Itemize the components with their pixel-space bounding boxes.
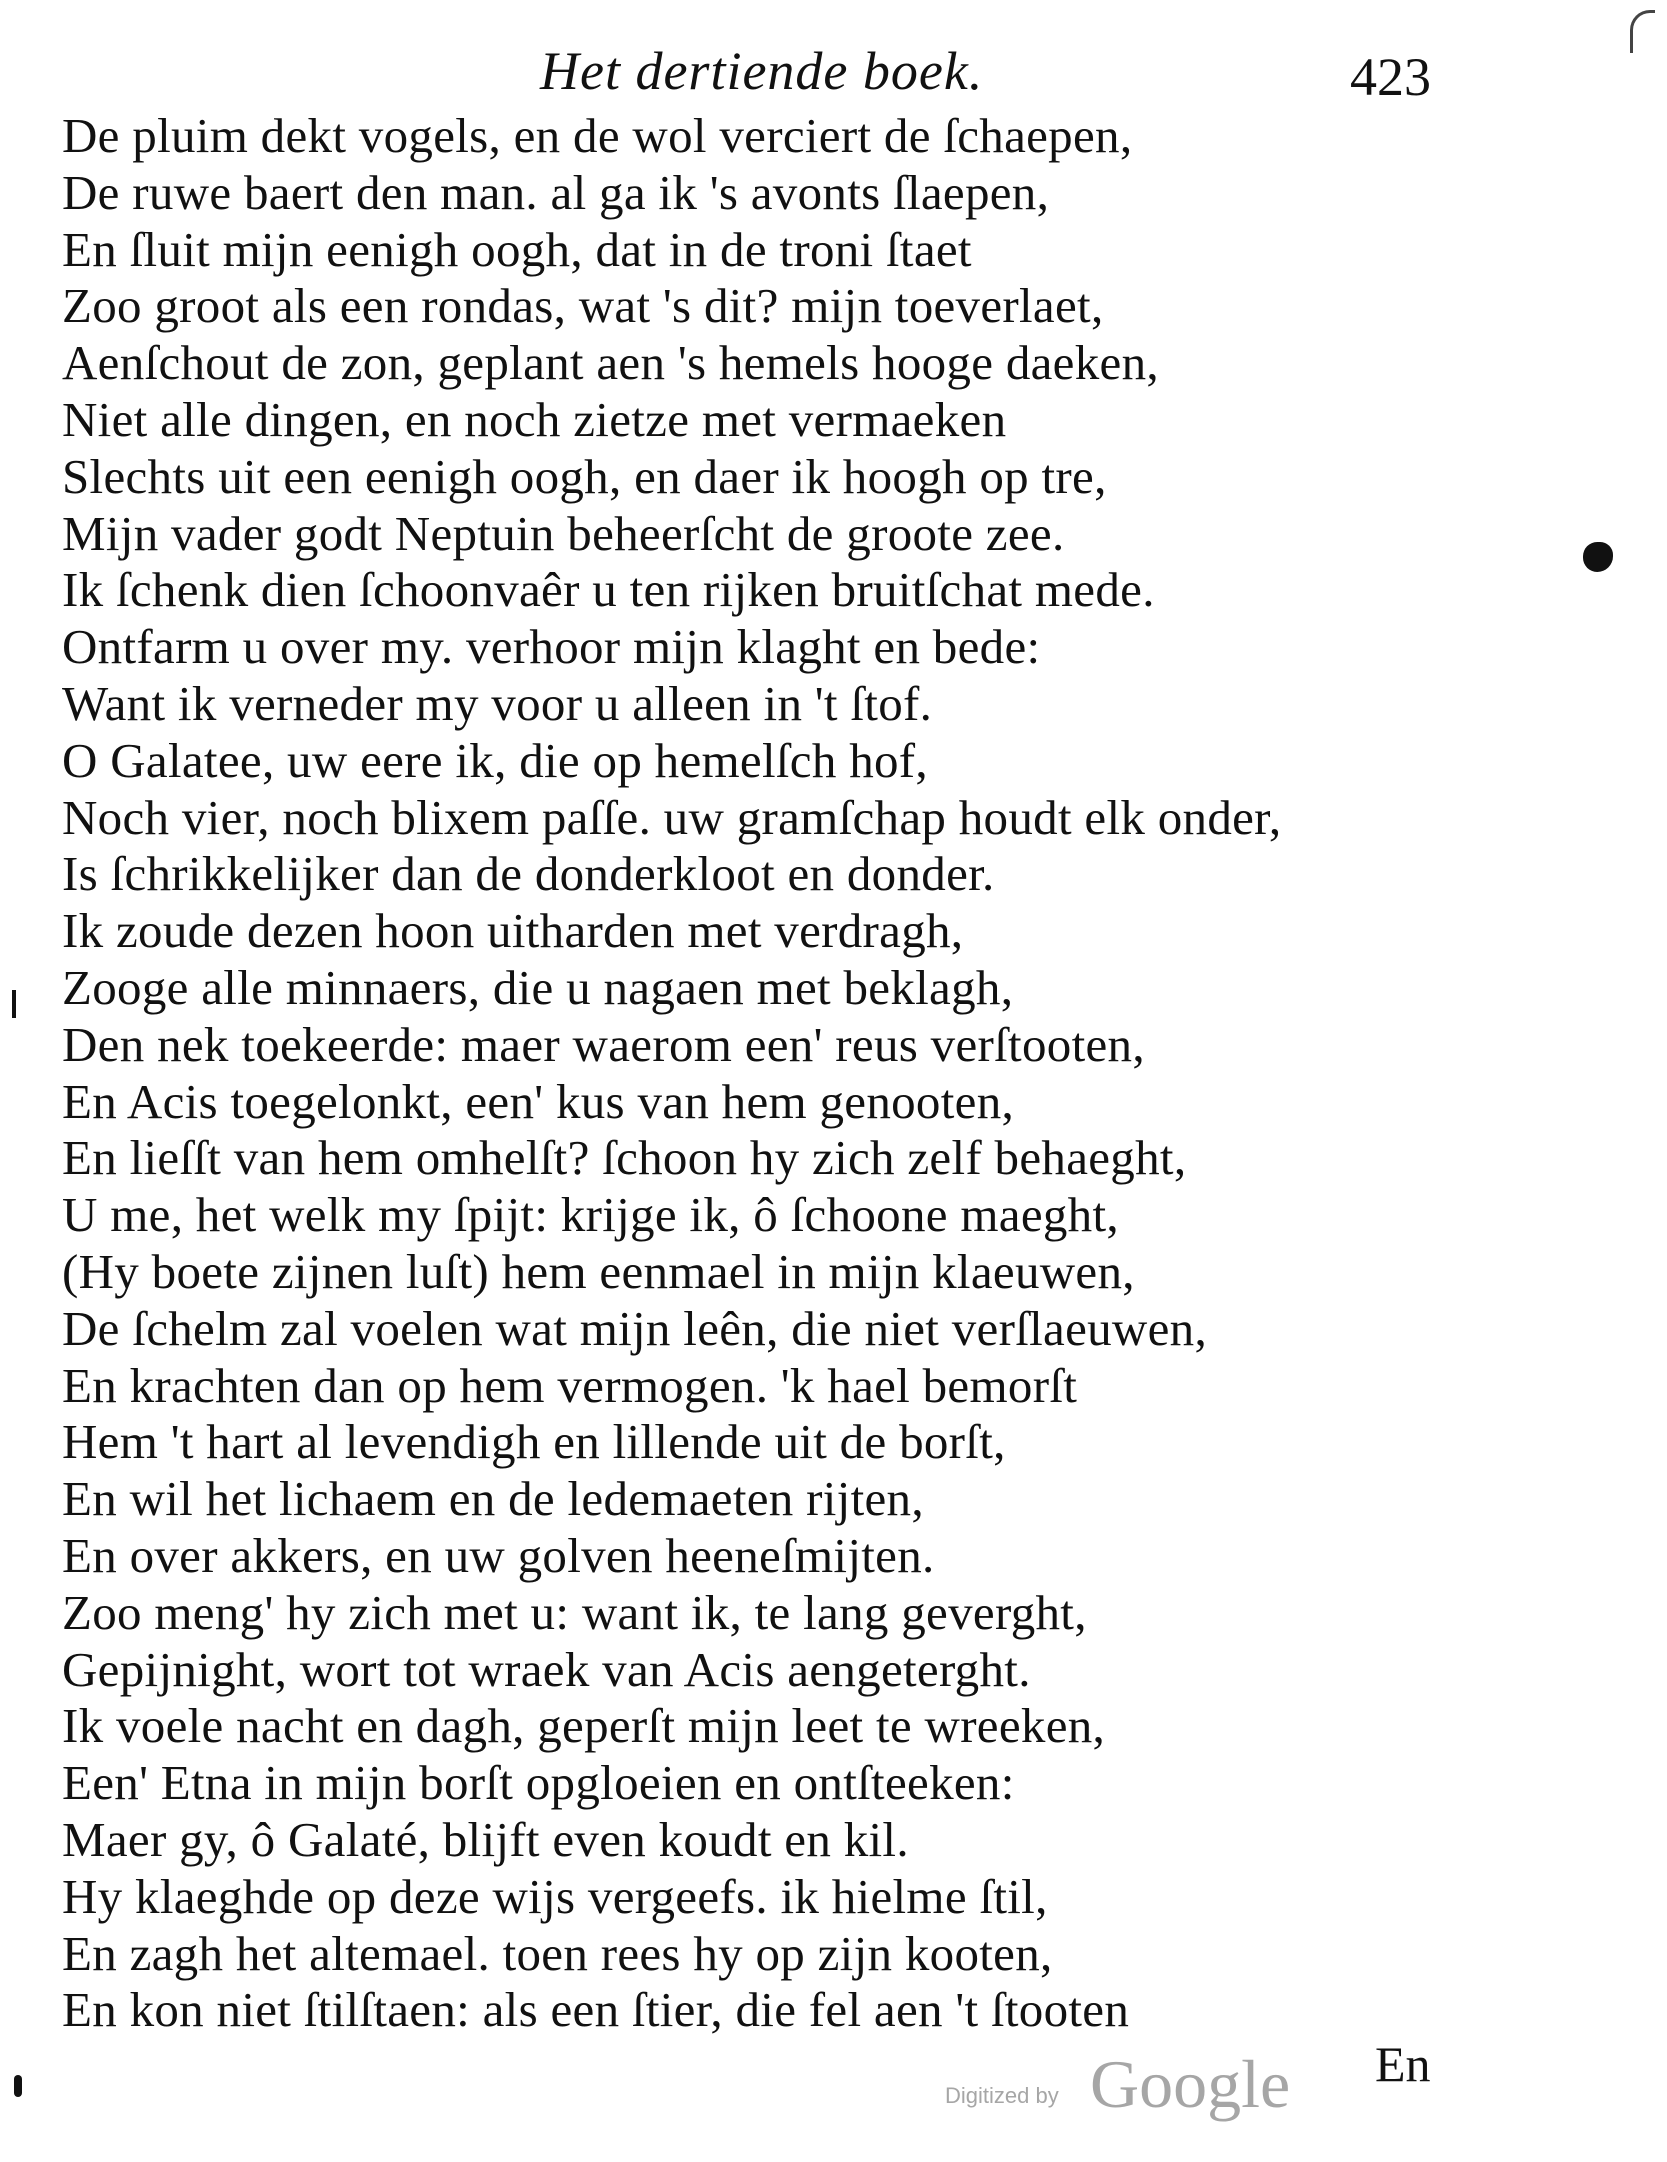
verse-line: Aenſchout de zon, geplant aen 's hemels hooge daeken, [62, 335, 1159, 391]
verse-line: Slechts uit een eenigh oogh, en daer ik hoogh op tre, [62, 448, 1107, 504]
verse-line: Een' Etna in mijn borſt opgloeien en ontſteeken: [62, 1755, 1015, 1811]
verse-line: En lieſſt van hem omhelſt? ſchoon hy zich zelf behaeght, [62, 1130, 1187, 1186]
catchword: En [1375, 2036, 1431, 2092]
verse-line: Zooge alle minnaers, die u nagaen met beklagh, [62, 959, 1014, 1015]
verse-line: Is ſchrikkelijker dan de donderkloot en donder. [62, 846, 995, 902]
verse-line: Hem 't hart al levendigh en lillende uit de borſt, [62, 1414, 1006, 1470]
verse-line: Niet alle dingen, en noch zietze met vermaeken [62, 391, 1007, 447]
verse-line: En ſluit mijn eenigh oogh, dat in de troni ſtaet [62, 221, 972, 277]
verse-line: De ſchelm zal voelen wat mijn leên, die niet verſlaeuwen, [62, 1300, 1208, 1356]
verse-line: De pluim dekt vogels, en de wol verciert de ſchaepen, [62, 108, 1133, 163]
ink-blot [1583, 542, 1613, 572]
verse-line: U me, het welk my ſpijt: krijge ik, ô ſchoone maeght, [62, 1187, 1119, 1243]
verse-line: En kon niet ſtilſtaen: als een ſtier, die fel aen 't ſtooten [62, 1982, 1130, 2038]
verse-line: Ik zoude dezen hoon uitharden met verdragh, [62, 903, 964, 959]
verse-line: Den nek toekeerde: maer waerom een' reus verſtooten, [62, 1016, 1145, 1072]
verse-line: En over akkers, en uw golven heeneſmijten. [62, 1527, 935, 1583]
verse-line: Mijn vader godt Neptuin beheerſcht de groote zee. [62, 505, 1065, 561]
verse-line: En Acis toegelonkt, een' kus van hem genooten, [62, 1073, 1015, 1129]
verse-line: Zoo groot als een rondas, wat 's dit? mijn toeverlaet, [62, 278, 1104, 334]
running-title: Het dertiende boek. [540, 41, 984, 101]
verse-line: Hy klaeghde op deze wijs vergeefs. ik hielme ſtil, [62, 1868, 1048, 1924]
verse-line: Gepijnight, wort tot wraek van Acis aengeterght. [62, 1641, 1031, 1697]
verse-line: En zagh het altemael. toen rees hy op zijn kooten, [62, 1925, 1053, 1981]
watermark-prefix: Digitized by [945, 2083, 1059, 2108]
verse-line: O Galatee, uw eere ik, die op hemelſch hof, [62, 732, 928, 788]
verse-line: Ik voele nacht en dagh, geperſt mijn leet te wreeken, [62, 1698, 1106, 1754]
verse-line: (Hy boete zijnen luſt) hem eenmael in mijn klaeuwen, [62, 1243, 1135, 1299]
verse-line: Zoo meng' hy zich met u: want ik, te lang geverght, [62, 1584, 1087, 1640]
verse-body [62, 108, 1462, 2039]
running-head [0, 40, 1667, 110]
verse-line: Want ik verneder my voor u alleen in 't ſtof. [62, 675, 933, 731]
verse-line: En wil het lichaem en de ledemaeten rijten, [62, 1471, 924, 1527]
verse-line: En krachten dan op hem vermogen. 'k hael bemorſt [62, 1357, 1078, 1413]
google-logo: Google [1090, 2046, 1291, 2122]
verse-line: Ik ſchenk dien ſchoonvaêr u ten rijken bruitſchat mede. [62, 562, 1155, 618]
verse-line: Maer gy, ô Galaté, blijft even koudt en kil. [62, 1811, 909, 1867]
verse-line: Noch vier, noch blixem paſſe. uw gramſchap houdt elk onder, [62, 789, 1282, 845]
verse-line: De ruwe baert den man. al ga ik 's avonts ſlaepen, [62, 164, 1050, 220]
page-number: 423 [1350, 47, 1431, 107]
ink-mark-margin [12, 990, 16, 1018]
verse-line: Ontfarm u over my. verhoor mijn klaght en bede: [62, 619, 1041, 675]
ink-mark-bottom [14, 2075, 22, 2097]
